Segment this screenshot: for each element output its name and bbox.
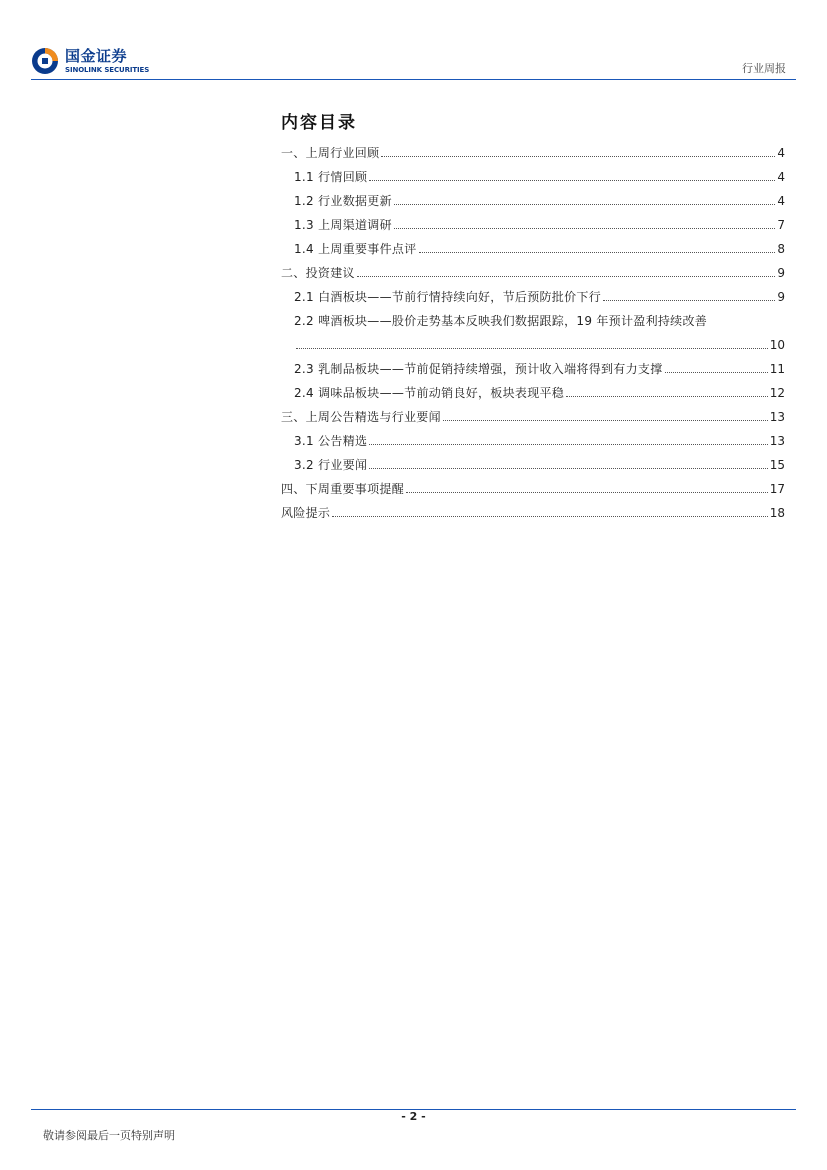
toc-entry-label: 1.4 上周重要事件点评 [294, 242, 417, 256]
toc-leader-dots [566, 396, 768, 397]
toc-entry[interactable] [281, 165, 785, 189]
toc-entry-label: 四、下周重要事项提醒 [281, 482, 405, 496]
toc-entry-page: 9 [777, 290, 785, 304]
footer-disclaimer: 敬请参阅最后一页特别声明 [43, 1129, 175, 1142]
toc-entry-label: 二、投资建议 [281, 266, 355, 280]
toc-entry[interactable] [281, 429, 785, 453]
toc-entry-label: 2.3 乳制品板块——节前促销持续增强，预计收入端将得到有力支撑 [294, 362, 663, 376]
toc-entry[interactable] [281, 189, 785, 213]
toc-entry-label: 3.2 行业要闻 [294, 458, 368, 472]
toc-entry[interactable] [281, 453, 785, 477]
toc-entry-label: 三、上周公告精选与行业要闻 [281, 410, 441, 424]
sinolink-logo-icon [31, 47, 59, 75]
toc-entry-label: 2.1 白酒板块——节前行情持续向好，节后预防批价下行 [294, 290, 602, 304]
toc-entry-page: 18 [769, 506, 785, 520]
header-divider [31, 79, 796, 80]
toc-leader-dots [369, 180, 775, 181]
toc-leader-dots [394, 204, 775, 205]
table-of-contents [281, 141, 785, 525]
toc-entry[interactable] [281, 477, 785, 501]
page-number: - 2 - [401, 1110, 426, 1123]
toc-entry-label: 1.3 上周渠道调研 [294, 218, 392, 232]
toc-leader-dots [381, 156, 775, 157]
toc-entry-page: 10 [769, 338, 785, 352]
toc-entry-page: 17 [769, 482, 785, 496]
company-logo [31, 45, 156, 79]
toc-entry-label: 2.4 调味品板块——节前动销良好，板块表现平稳 [294, 386, 565, 400]
toc-entry-page: 15 [769, 458, 785, 472]
toc-entry-page: 9 [777, 266, 785, 280]
toc-entry-label: 1.1 行情回顾 [294, 170, 368, 184]
toc-entry-label: 2.2 啤酒板块——股价走势基本反映我们数据跟踪，19 年预计盈利持续改善 [294, 314, 708, 328]
toc-leader-dots [332, 516, 768, 517]
toc-entry-label: 1.2 行业数据更新 [294, 194, 392, 208]
toc-leader-dots [419, 252, 776, 253]
toc-entry-page: 11 [769, 362, 785, 376]
toc-leader-dots [603, 300, 775, 301]
toc-entry-page: 4 [777, 194, 785, 208]
report-type-label: 行业周报 [742, 62, 786, 75]
toc-leader-dots [296, 348, 768, 349]
logo-text-en: SINOLINK SECURITIES [65, 66, 150, 74]
toc-entry[interactable] [281, 261, 785, 285]
toc-entry-page: 13 [769, 434, 785, 448]
toc-entry[interactable] [281, 357, 785, 381]
toc-entry[interactable] [281, 285, 785, 309]
toc-entry-page: 4 [777, 170, 785, 184]
toc-entry[interactable] [281, 501, 785, 525]
toc-entry-page: 8 [777, 242, 785, 256]
toc-entry-page: 7 [777, 218, 785, 232]
toc-title: 内容目录 [281, 113, 357, 133]
toc-entry-page: 4 [777, 146, 785, 160]
toc-leader-dots [406, 492, 768, 493]
toc-leader-dots [357, 276, 776, 277]
toc-entry[interactable] [281, 141, 785, 165]
toc-entry-label: 风险提示 [281, 506, 331, 520]
toc-entry-page: 12 [769, 386, 785, 400]
toc-entry-continued[interactable] [281, 333, 785, 357]
logo-text-cn: 国金证券 [65, 47, 128, 65]
toc-entry-page: 13 [769, 410, 785, 424]
toc-entry-label: 3.1 公告精选 [294, 434, 368, 448]
toc-leader-dots [369, 468, 767, 469]
toc-leader-dots [369, 444, 767, 445]
toc-entry[interactable] [281, 237, 785, 261]
toc-leader-dots [665, 372, 768, 373]
toc-entry-label: 一、上周行业回顾 [281, 146, 380, 160]
toc-entry[interactable] [281, 213, 785, 237]
toc-entry[interactable] [281, 381, 785, 405]
toc-leader-dots [443, 420, 768, 421]
toc-leader-dots [394, 228, 775, 229]
toc-entry[interactable] [281, 405, 785, 429]
toc-entry[interactable] [281, 309, 785, 333]
